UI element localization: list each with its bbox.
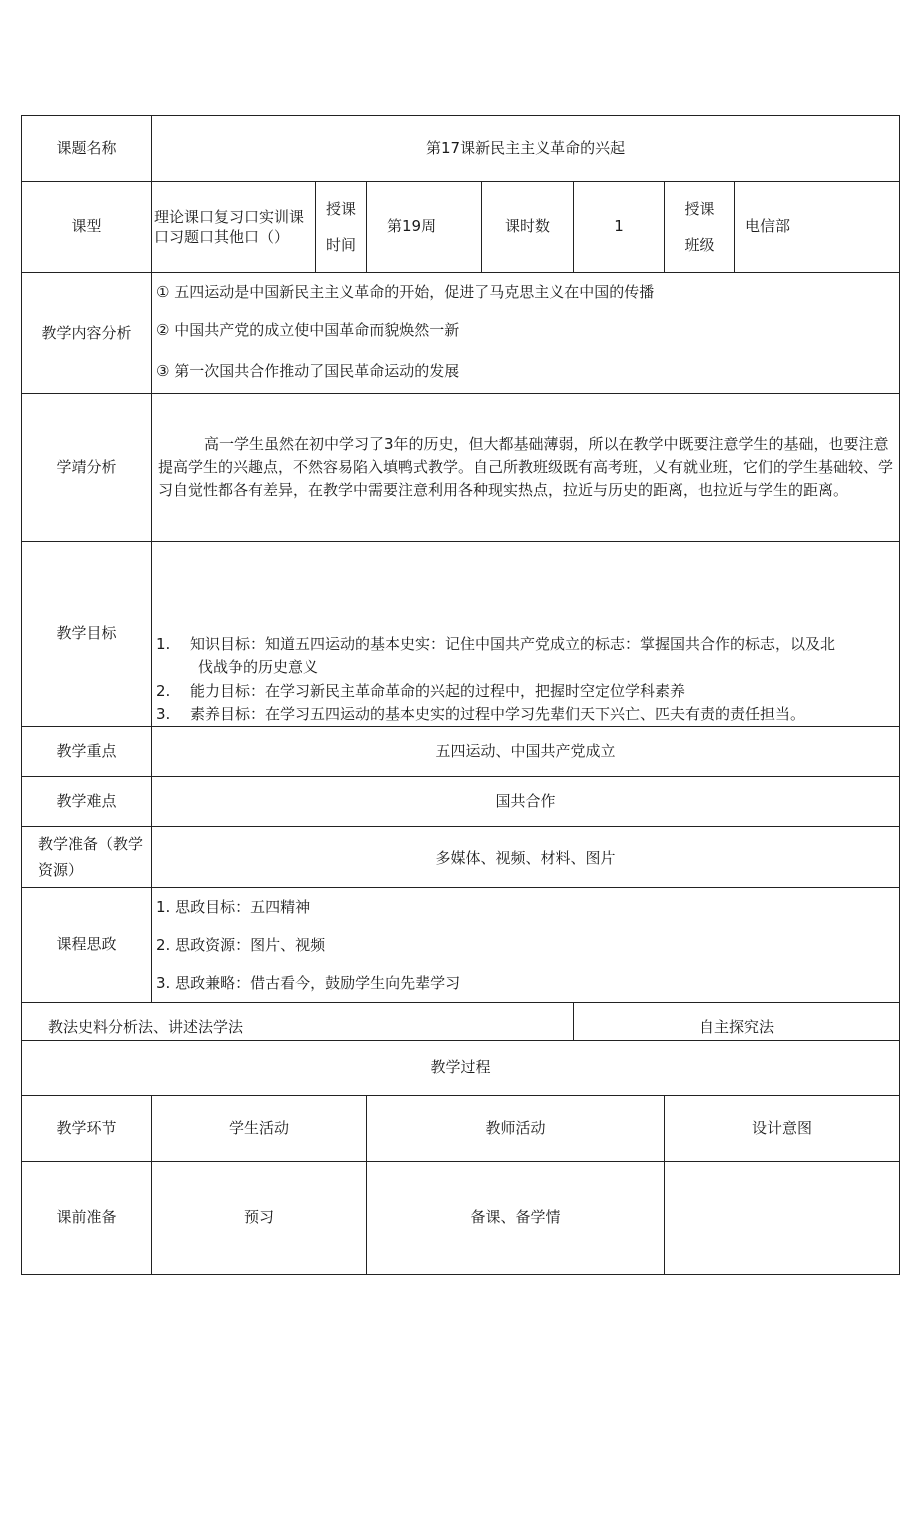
goal-number: 2. (156, 681, 171, 700)
hours-value: 1 (574, 182, 665, 273)
key-point-row (22, 727, 900, 777)
process-header-student: 学生活动 (152, 1096, 367, 1162)
topic-value: 第17课新民主主义革命的兴起 (152, 116, 900, 182)
ideology-list (152, 888, 900, 1003)
methods-right: 自主探究法 (574, 1003, 900, 1041)
difficulty-label: 教学难点 (22, 777, 152, 827)
type-row (22, 182, 900, 273)
content-analysis-row (22, 273, 900, 394)
lesson-plan-table (21, 115, 900, 1275)
difficulty-value: 国共合作 (152, 777, 900, 827)
preparation-label: 教学准备（教学资源） (22, 827, 152, 888)
key-point-label: 教学重点 (22, 727, 152, 777)
goal-number: 3. (156, 704, 171, 723)
content-analysis-label: 教学内容分析 (22, 273, 152, 394)
time-value: 第19周 (367, 182, 482, 273)
topic-label: 课题名称 (22, 116, 152, 182)
key-point-value: 五四运动、中国共产党成立 (152, 727, 900, 777)
topic-row (22, 116, 900, 182)
ideology-label: 课程思政 (22, 888, 152, 1003)
process-title: 教学过程 (22, 1041, 900, 1096)
difficulty-row (22, 777, 900, 827)
goals-label: 教学目标 (22, 542, 152, 727)
content-item: ② 中国共产党的成立使中国革命而貌焕然一新 (156, 321, 460, 339)
class-value: 电信部 (735, 182, 900, 273)
preparation-row (22, 827, 900, 888)
type-value: 理论课口复习口实训课口习题口其他口（） (152, 182, 316, 273)
goal-continuation: 伐战争的历史意义 (198, 658, 319, 677)
goal-text: 素养目标：在学习五四运动的基本史实的过程中学习先辈们天下兴亡、匹夫有责的责任担当。 (190, 704, 806, 723)
time-label (316, 182, 367, 273)
process-title-row (22, 1041, 900, 1096)
class-label (665, 182, 735, 273)
preparation-value: 多媒体、视频、材料、图片 (152, 827, 900, 888)
time-label-line-1: 授课 (325, 200, 356, 218)
methods-row (22, 1003, 900, 1041)
process-header-row (22, 1096, 900, 1162)
ideology-row (22, 888, 900, 1003)
goal-item (156, 703, 895, 726)
process-student: 预习 (152, 1162, 367, 1275)
process-stage: 课前准备 (22, 1162, 152, 1275)
ideology-item: 3. 思政兼略：借古看今，鼓励学生向先辈学习 (156, 974, 461, 992)
goal-text: 能力目标：在学习新民主革命革命的兴起的过程中，把握时空定位学科素养 (190, 681, 686, 700)
process-teacher: 备课、备学情 (367, 1162, 665, 1275)
student-analysis-row (22, 394, 900, 542)
class-label-line-2: 班级 (684, 236, 715, 254)
ideology-item: 2. 思政资源：图片、视频 (156, 936, 326, 954)
process-row (22, 1162, 900, 1275)
student-analysis-text: 高一学生虽然在初中学习了3年的历史，但大都基础薄弱，所以在教学中既要注意学生的基础，也要注意提高学生的兴趣点，不然容易陷入填鸭式教学。自己所教班级既有高考班，乂有就业班，它们的学生基础较、学习自觉性都各有差异，在教学中需要注意利用各种现实热点，拉近与历史的距离，也拉近与学生的距离。 (152, 394, 900, 542)
goal-item (156, 680, 895, 703)
process-header-stage: 教学环节 (22, 1096, 152, 1162)
process-header-intent: 设计意图 (665, 1096, 900, 1162)
goal-number: 1. (156, 635, 171, 653)
student-analysis-label: 学靖分析 (22, 394, 152, 542)
content-item: ① 五四运动是中国新民主主义革命的开始，促进了马克思主义在中国的传播 (156, 283, 655, 301)
content-item: ③ 第一次国共合作推动了国民革命运动的发展 (156, 362, 460, 380)
goal-item (156, 633, 895, 656)
ideology-item: 1. 思政目标：五四精神 (156, 898, 311, 916)
time-label-line-2: 时间 (325, 236, 356, 254)
type-label: 课型 (22, 182, 152, 273)
hours-label: 课时数 (482, 182, 574, 273)
goals-row (22, 542, 900, 727)
goal-text: 知识目标：知道五四运动的基本史实：记住中国共产党成立的标志：掌握国共合作的标志，以及北 (190, 635, 836, 653)
class-label-line-1: 授课 (684, 200, 715, 218)
methods-left: 教法史料分析法、讲述法学法 (22, 1003, 574, 1041)
content-analysis-list (152, 273, 900, 394)
process-intent (665, 1162, 900, 1275)
process-header-teacher: 教师活动 (367, 1096, 665, 1162)
goals-list (152, 542, 900, 727)
